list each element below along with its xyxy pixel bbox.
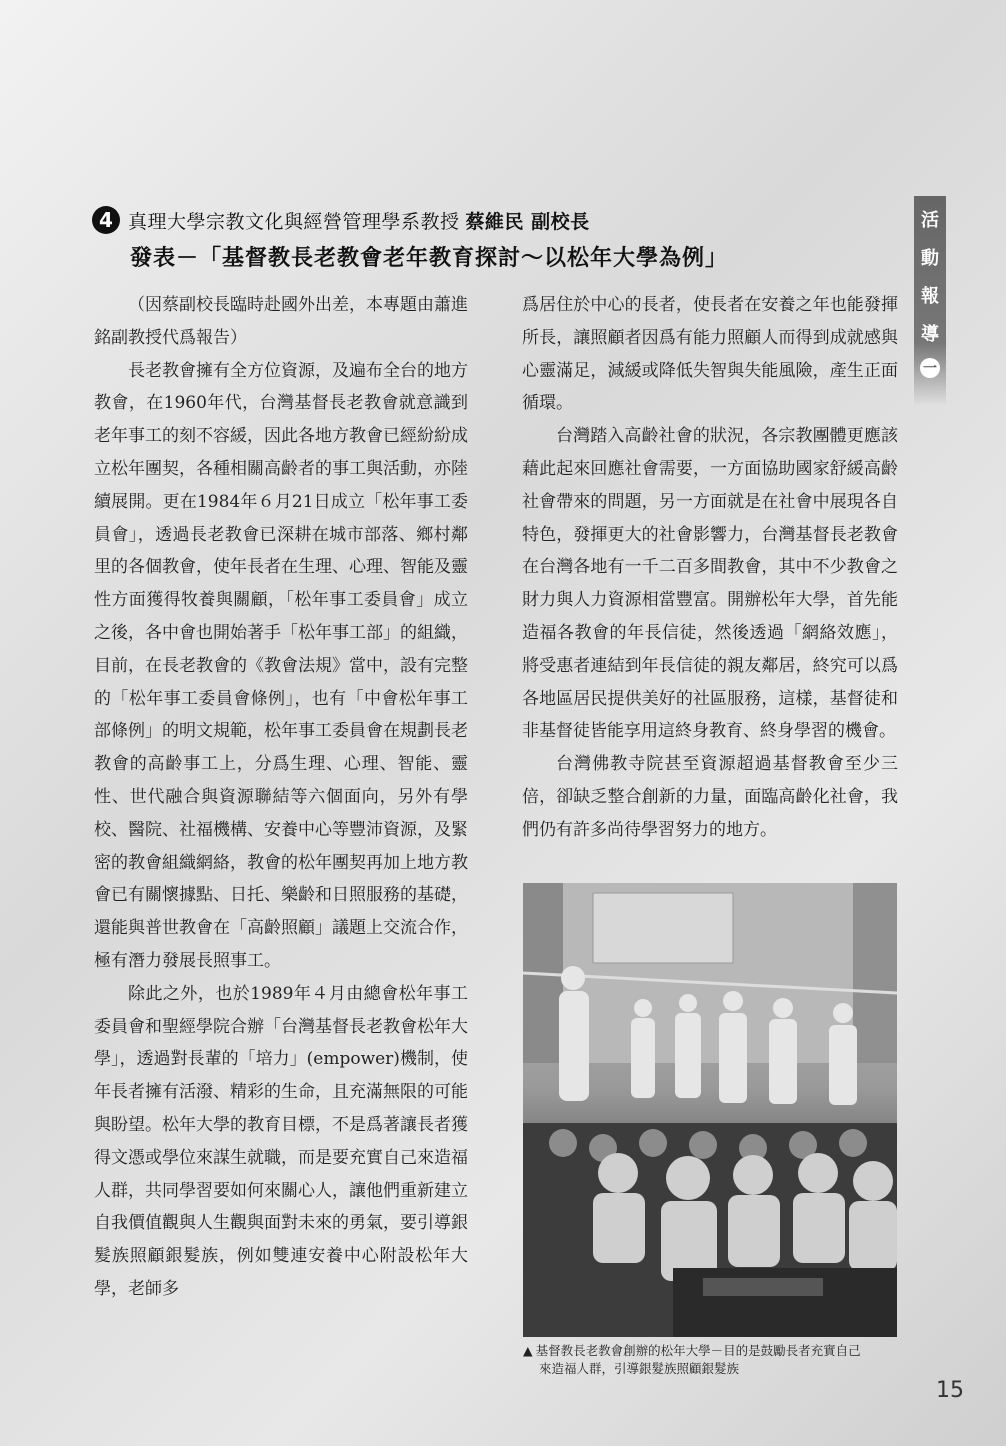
speaker-title: 真理大學宗教文化與經營管理學系教授 (128, 210, 460, 233)
right-column (522, 289, 898, 847)
side-tab-char: 動 (921, 248, 939, 269)
event-photo (523, 883, 897, 1337)
caption-line: 基督教長老教會創辦的松年大學－目的是鼓勵長者充實自己 (535, 1343, 861, 1358)
article-heading (92, 205, 892, 272)
caption-triangle-icon: ▲ (523, 1343, 533, 1358)
photo-caption (523, 1342, 913, 1378)
section-side-tab (914, 196, 946, 406)
paragraph: 長老教會擁有全方位資源，及遍布全台的地方教會，在1960年代，台灣基督長老教會就意識到老年事工的刻不容緩，因此各地方教會已經紛紛成立松年團契，各種相關高齡者的事工與活動，亦陸續展開。更在1984年６月21日成立「松年事工委員會」，透過長老教會已深耕在城市部落、鄉村鄰里的各個教會，使年長者在生理、心理、智能及靈性方面獲得牧養與關顧，「松年事工委員會」成立之後，各中會也開始著手「松年事工部」的組織，目前，在長老教會的《教會法規》當中，設有完整的「松年事工委員會條例」，也有「中會松年事工部條例」的明文規範，松年事工委員會在規劃長老教會的高齡事工上，分爲生理、心理、智能、靈性、世代融合與資源聯結等六個面向，另外有學校、醫院、社福機構、安養中心等豐沛資源，及緊密的教會組織網絡，教會的松年團契再加上地方教會已有關懷據點、日托、樂齡和日照服務的基礎，還能與普世教會在「高齡照顧」議題上交流合作，極有潛力發展長照事工。 (94, 360, 468, 971)
talk-topic: 發表－「基督教長老教會老年教育探討～以松年大學為例」 (130, 246, 729, 271)
speaker-name: 蔡維民 副校長 (465, 210, 590, 233)
paragraph: （因蔡副校長臨時赴國外出差，本專題由蕭進銘副教授代爲報告） (94, 295, 468, 348)
caption-line: 來造福人群，引導銀髮族照顧銀髮族 (539, 1361, 740, 1376)
side-tab-char: 報 (921, 286, 939, 307)
paragraph: 台灣踏入高齡社會的狀況，各宗教團體更應該藉此起來回應社會需要，一方面協助國家舒緩高齡社會帶來的問題，另一方面就是在社會中展現各自特色，發揮更大的社會影響力，台灣基督長老教會在台灣各地有一千二百多間教會，其中不少教會之財力與人力資源相當豐富。開辦松年大學，首先能造福各教會的年長信徒，然後透過「網絡效應」，將受惠者連結到年長信徒的親友鄰居，終究可以爲各地區居民提供美好的社區服務，這樣，基督徒和非基督徒皆能享用這終身教育、終身學習的機會。 (522, 426, 898, 742)
speaker-line (92, 205, 892, 235)
paragraph: 台灣佛教寺院甚至資源超過基督教會至少三倍，卻缺乏整合創新的力量，面臨高齡化社會，我們仍有許多尚待學習努力的地方。 (522, 754, 898, 840)
page-number: 15 (936, 1378, 964, 1403)
left-column (94, 289, 468, 1306)
photo-illustration (523, 883, 897, 1337)
paragraph: 爲居住於中心的長者，使長者在安養之年也能發揮所長，讓照顧者因爲有能力照顧人而得到成就感與心靈滿足，減緩或降低失智與失能風險，產生正面循環。 (522, 295, 898, 414)
side-tab-char: 導 (921, 324, 939, 345)
side-tab-char: 活 (921, 210, 939, 231)
paragraph: 除此之外，也於1989年４月由總會松年事工委員會和聖經學院合辦「台灣基督長老教會松年大學」，透過對長輩的「培力」(empower)機制，使年長者擁有活潑、精彩的生命，且充滿無限的可能與盼望。松年大學的教育目標，不是爲著讓長者獲得文憑或學位來謀生就職，而是要充實自己來造福人群，共同學習要如何來關心人，讓他們重新建立自我價值觀與人生觀與面對未來的勇氣，要引導銀髮族照顧銀髮族，例如雙連安養中心附設松年大學，老師多 (94, 983, 468, 1299)
side-tab-number: 一 (920, 358, 940, 378)
section-number-badge: 4 (92, 206, 120, 234)
